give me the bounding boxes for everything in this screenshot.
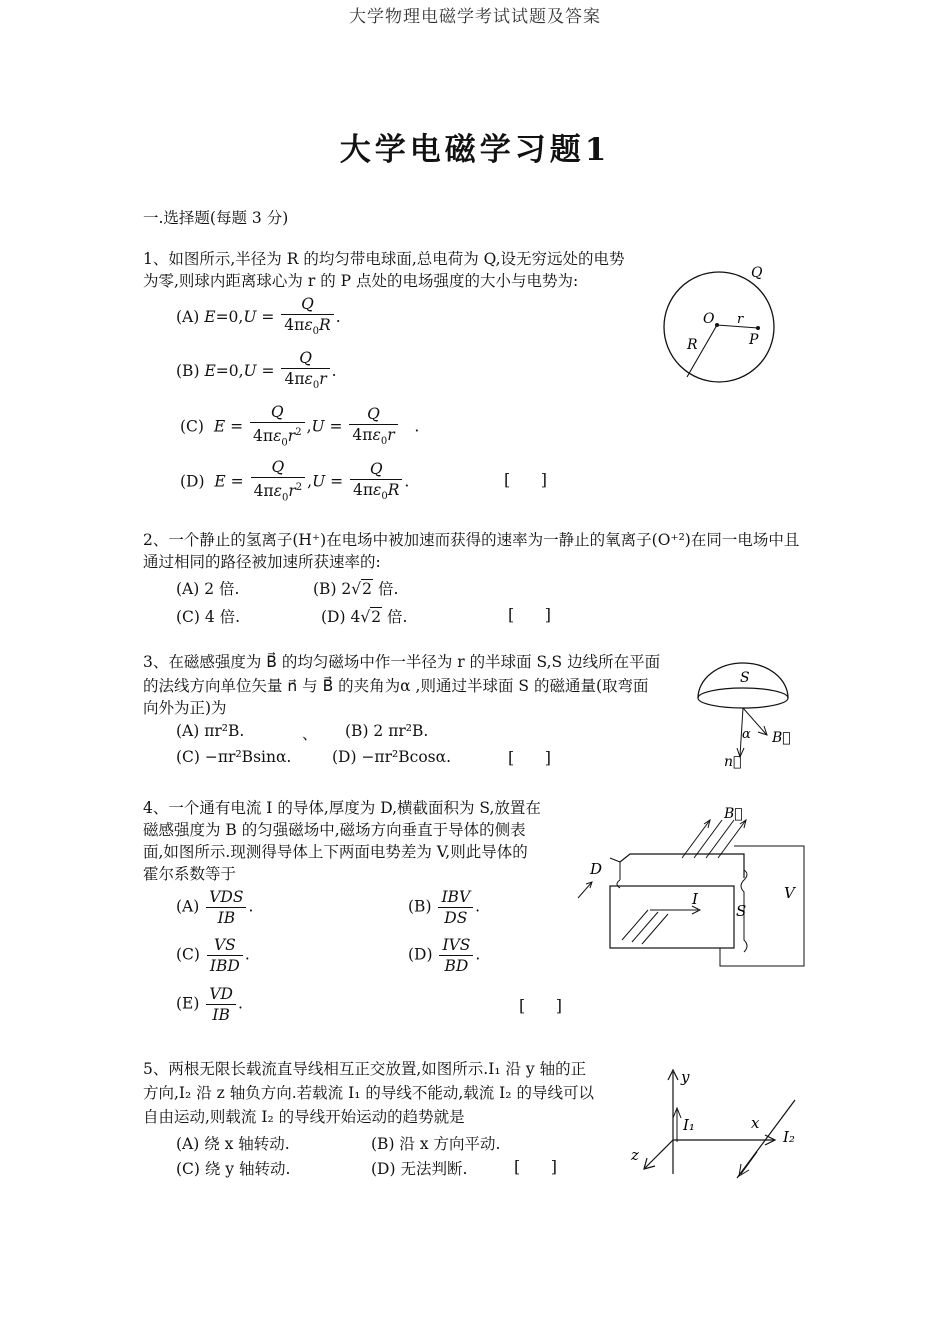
q3-separator: 、 [302, 725, 318, 743]
label-B-field: B⃗ [724, 806, 743, 822]
label-alpha: α [742, 727, 751, 742]
q5-option-d[interactable]: (D) 无法判断. [371, 1160, 468, 1178]
q1-option-a-label: (A) [176, 308, 200, 327]
label-B: B⃗ [772, 730, 791, 746]
q5-option-a[interactable]: (A) 绕 x 轴转动. [176, 1135, 290, 1153]
q2-answer-bracket[interactable]: [ ] [508, 605, 551, 624]
q2-b-prefix: (B) 2 [313, 580, 352, 598]
q1-option-b-label: (B) [176, 362, 200, 381]
q1-b-fraction: $\frac{Q}{4\pi\varepsilon_0r}$ [281, 348, 329, 396]
q4-option-b[interactable]: (B) $\frac{\text{IBV}}{DS}$ . [408, 888, 481, 927]
q5-option-b[interactable]: (B) 沿 x 方向平动. [371, 1135, 501, 1153]
q4-option-c[interactable]: (C) $\frac{VS}{\text{IBD}}$ . [176, 936, 250, 975]
q4-text-line1: 4、一个通有电流 I 的导体,厚度为 D,横截面积为 S,放置在 [143, 799, 541, 817]
q4-e-den: IB [212, 1006, 230, 1024]
q4-b-den: DS [444, 909, 468, 927]
q1-sphere-figure [655, 255, 785, 385]
q4-option-e[interactable]: (E) $\frac{VD}{IB}$ . [176, 985, 243, 1024]
q5-text-line3: 自由运动,则载流 I₂ 的导线开始运动的趋势就是 [143, 1108, 465, 1126]
q5-option-c[interactable]: (C) 绕 y 轴转动. [176, 1160, 291, 1178]
q1-c-fraction-u: $\frac{Q}{4\pi\varepsilon_0r}$ [349, 404, 397, 452]
q3-option-a[interactable]: (A) πr²B. [176, 722, 245, 740]
q2-d-radicand: 2 [371, 608, 382, 626]
q3-text-line3: 向外为正)为 [143, 699, 227, 717]
q4-answer-bracket[interactable]: [ ] [519, 996, 562, 1015]
q2-text-line1: 2、一个静止的氢离子(H⁺)在电场中被加速而获得的速率为一静止的氧离子(O⁺²)在同一电场中且 [143, 531, 800, 549]
q4-text-line4: 霍尔系数等于 [143, 865, 237, 883]
q3-text-line1: 3、在磁感强度为 B⃗ 的均匀磁场中作一半径为 r 的半球面 S,S 边线所在平面 [143, 653, 661, 671]
q4-d-num: IVS [439, 935, 473, 956]
q4-e-label: (E) [176, 994, 200, 1013]
q1-c-fraction-e: $\frac{Q}{4\pi\varepsilon_0r^2}$ [250, 402, 305, 453]
q3-option-c[interactable]: (C) −πr²Bsinα. [176, 748, 292, 766]
q1-d-fraction-u: $\frac{Q}{4\pi\varepsilon_0R}$ [350, 459, 402, 507]
label-R: R [687, 337, 698, 353]
q4-option-d[interactable]: (D) $\frac{\text{IVS}}{BD}$ . [408, 936, 481, 975]
label-y: y [681, 1068, 690, 1086]
page-header: 大学物理电磁学考试试题及答案 [349, 7, 601, 27]
q2-d-prefix: (D) 4 [321, 608, 361, 626]
q2-option-d[interactable]: (D) 4√2 倍. [321, 608, 408, 626]
q1-option-b[interactable]: (B) E=0,U = $\frac{Q}{4\pi\varepsilon_0r}$ . [176, 348, 337, 396]
q4-text-line3: 面,如图所示.现测得导体上下两面电势差为 V,则此导体的 [143, 843, 528, 861]
q4-c-label: (C) [176, 945, 200, 964]
q4-b-label: (B) [408, 897, 432, 916]
q4-hall-figure [572, 800, 812, 980]
q4-a-num: VDS [206, 887, 246, 908]
q5-text-line1: 5、两根无限长载流直导线相互正交放置,如图所示.I₁ 沿 y 轴的正 [143, 1060, 587, 1078]
label-I1: I₁ [683, 1116, 695, 1134]
q3-text-line2: 的法线方向单位矢量 n⃗ 与 B⃗ 的夹角为α ,则通过半球面 S 的磁通量(取弯面 [143, 677, 649, 695]
label-z: z [631, 1146, 639, 1164]
q4-c-num: VS [207, 935, 243, 956]
q4-c-den: IBD [209, 957, 240, 975]
q2-option-b[interactable]: (B) 2√2 倍. [313, 580, 399, 598]
q5-wires-figure [625, 1064, 815, 1184]
label-S: S [740, 670, 750, 686]
q4-b-num: IBV [438, 887, 473, 908]
page-title: 大学电磁学习题1 [339, 132, 611, 168]
q4-a-label: (A) [176, 897, 200, 916]
q5-answer-bracket[interactable]: [ ] [514, 1157, 557, 1176]
q1-option-d[interactable]: (D) E = $\frac{Q}{4\pi\varepsilon_0r^2}$ ,U = $\frac{Q}{4\pi\varepsilon_0R}$ . [180, 457, 409, 508]
q1-a-fraction: $\frac{Q}{4\pi\varepsilon_0R}$ [281, 294, 333, 342]
q3-option-b[interactable]: (B) 2 πr²B. [345, 722, 429, 740]
label-D: D [590, 860, 603, 878]
q4-option-a[interactable]: (A) $\frac{\text{VDS}}{IB}$ . [176, 888, 254, 927]
q1-option-c-label: (C) [180, 417, 204, 436]
section-heading: 一.选择题(每题 3 分) [143, 209, 289, 227]
label-Q: Q [751, 265, 763, 281]
q1-text-line1: 1、如图所示,半径为 R 的均匀带电球面,总电荷为 Q,设无穷远处的电势 [143, 250, 625, 268]
q4-e-num: VD [206, 984, 236, 1005]
label-P: P [749, 332, 759, 348]
q1-text-line2: 为零,则球内距离球心为 r 的 P 点处的电场强度的大小与电势为: [143, 272, 579, 290]
q2-b-radicand: 2 [362, 580, 373, 598]
label-S: S [736, 902, 747, 920]
q3-option-d[interactable]: (D) −πr²Bcosα. [332, 748, 451, 766]
label-r: r [737, 312, 744, 327]
label-V: V [784, 884, 795, 902]
label-O: O [703, 311, 715, 327]
label-n: n⃗ [724, 754, 742, 770]
q1-answer-bracket[interactable]: [ ] [504, 470, 547, 489]
q2-b-suffix: 倍. [373, 580, 399, 598]
q1-option-d-label: (D) [180, 472, 205, 491]
q2-d-suffix: 倍. [382, 608, 408, 626]
q2-option-c[interactable]: (C) 4 倍. [176, 608, 241, 626]
label-I: I [692, 890, 698, 908]
q3-hemisphere-figure [690, 662, 800, 772]
q4-a-den: IB [217, 909, 236, 927]
q1-option-c[interactable]: (C) E = $\frac{Q}{4\pi\varepsilon_0r^2}$ ,U = $\frac{Q}{4\pi\varepsilon_0r}$ . [180, 402, 419, 453]
q4-text-line2: 磁感强度为 B 的匀强磁场中,磁场方向垂直于导体的侧表 [143, 821, 526, 839]
q2-text-line2: 通过相同的路径被加速所获速率的: [143, 553, 381, 571]
q5-text-line2: 方向,I₂ 沿 z 轴负方向.若载流 I₁ 的导线不能动,载流 I₂ 的导线可以 [143, 1084, 594, 1102]
label-x: x [751, 1114, 760, 1132]
q4-d-den: BD [444, 957, 469, 975]
q3-answer-bracket[interactable]: [ ] [508, 748, 551, 767]
label-I2: I₂ [783, 1128, 795, 1146]
q2-option-a[interactable]: (A) 2 倍. [176, 580, 240, 598]
q1-option-a[interactable]: (A) E=0,U = $\frac{Q}{4\pi\varepsilon_0R}$ . [176, 294, 341, 342]
q4-d-label: (D) [408, 945, 433, 964]
q1-d-fraction-e: $\frac{Q}{4\pi\varepsilon_0r^2}$ [251, 457, 306, 508]
